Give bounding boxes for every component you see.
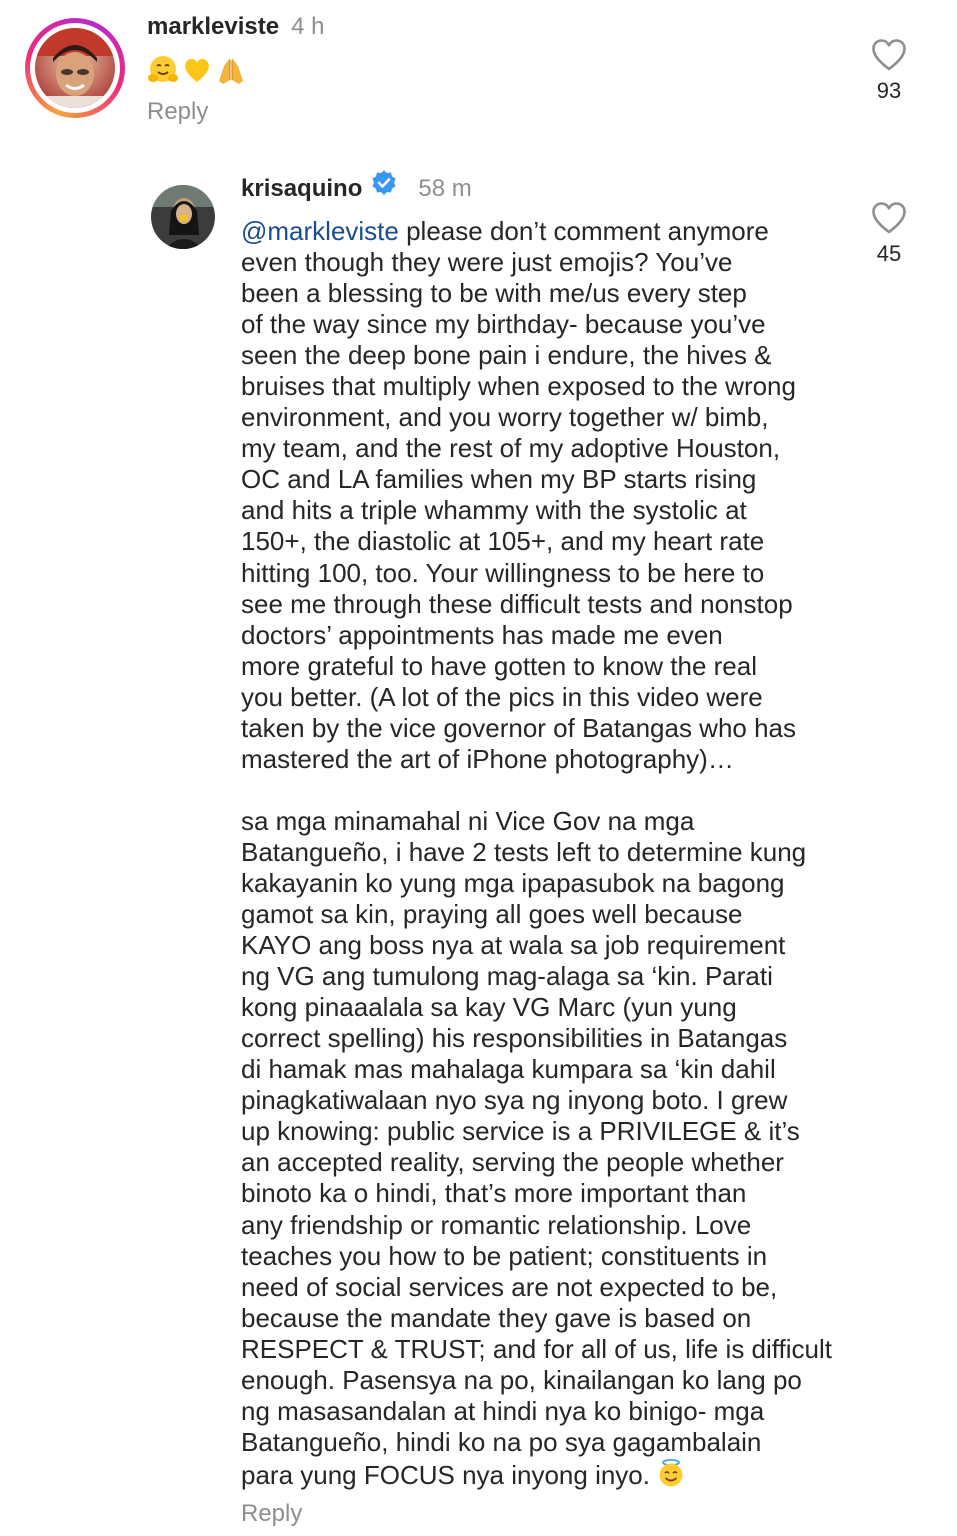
avatar[interactable] <box>151 185 215 249</box>
comment-line: more grateful to have gotten to know the real <box>241 650 757 681</box>
comment-line: teaches you how to be patient; constituents in <box>241 1240 768 1271</box>
comment-text <box>241 216 841 1489</box>
comment-line: kakayanin ko yung mga ipapasubok na bagong <box>241 867 785 898</box>
comment-line: doctors’ appointments has made me even <box>241 619 723 650</box>
comment-line: kong pinaaalala sa kay VG Marc (yun yung <box>241 992 737 1023</box>
reply-button[interactable]: Reply <box>241 1500 303 1527</box>
comment-line: di hamak mas mahalaga kumpara sa ‘kin dahil <box>241 1054 776 1085</box>
comment-line: sa mga minamahal ni Vice Gov na mga <box>241 805 695 836</box>
comment-line: Batangueño, i have 2 tests left to determine kung <box>241 836 807 867</box>
like-button[interactable] <box>859 201 919 267</box>
comment-line: you better. (A lot of the pics in this video were <box>241 681 763 712</box>
like-count: 93 <box>876 78 902 103</box>
heart-icon[interactable] <box>871 201 907 235</box>
comment-line: bruises that multiply when exposed to the wrong <box>241 371 796 402</box>
comment-line: para yung FOCUS nya inyong inyo. <box>241 1458 841 1489</box>
smiling-face-with-halo-emoji-icon <box>656 1458 686 1495</box>
comment-line: OC and LA families when my BP starts rising <box>241 464 757 495</box>
comment-line: enough. Pasensya na po, kinailangan ko lang po <box>241 1364 802 1395</box>
comment-line: Batangueño, hindi ko na po sya gagambalain <box>241 1426 762 1457</box>
username[interactable]: markleviste <box>147 13 280 40</box>
avatar-photo-icon <box>151 185 215 249</box>
reply-button[interactable]: Reply <box>147 98 209 125</box>
comment-line: of the way since my birthday- because you’ve <box>241 309 766 340</box>
username[interactable]: krisaquino <box>241 175 363 202</box>
timestamp: 58 m <box>418 175 472 202</box>
like-count: 45 <box>876 241 902 266</box>
comment-line: been a blessing to be with me/us every step <box>241 278 747 309</box>
comment-line: taken by the vice governor of Batangas who has <box>241 712 797 743</box>
comment-line: any friendship or romantic relationship. Love <box>241 1209 752 1240</box>
comment-line: and hits a triple whammy with the systolic at <box>241 495 747 526</box>
comment-line: 150+, the diastolic at 105+, and my heart rate <box>241 526 765 557</box>
comment-line: environment, and you worry together w/ bimb, <box>241 402 769 433</box>
comment-line: hitting 100, too. Your willingness to be here to <box>241 557 765 588</box>
comment-line: need of social services are not expected to be, <box>241 1271 778 1302</box>
timestamp: 4 h <box>291 13 325 40</box>
comment-line: up knowing: public service is a PRIVILEGE & it’s <box>241 1116 800 1147</box>
comment-line: pinagkatiwalaan nyo sya ng inyong boto. I grew <box>241 1085 788 1116</box>
comment-header <box>241 172 472 206</box>
comment-line: ng VG ang tumulong mag-alaga sa ‘kin. Parati <box>241 961 773 992</box>
comment-line: mastered the art of iPhone photography)… <box>241 743 734 774</box>
comment-line: RESPECT & TRUST; and for all of us, life is difficult <box>241 1333 833 1364</box>
comment-line: @markleviste please don’t comment anymore <box>241 216 769 246</box>
comment-line: even though they were just emojis? You’ve <box>241 247 733 278</box>
comment-line: an accepted reality, serving the people whether <box>241 1147 784 1178</box>
mention-link[interactable]: @markleviste <box>241 216 399 246</box>
comment-line: KAYO ang boss nya at wala sa job requirement <box>241 930 786 961</box>
comment-line: gamot sa kin, praying all goes well because <box>241 899 743 930</box>
comment-line: because the mandate they gave is based on <box>241 1302 752 1333</box>
comment-line: my team, and the rest of my adoptive Houston, <box>241 433 781 464</box>
comment-line: ng masasandalan at hindi nya ko binigo- mga <box>241 1395 765 1426</box>
verified-badge-icon <box>370 169 398 210</box>
comment-line: seen the deep bone pain i endure, the hives & <box>241 340 772 371</box>
comment-line: binoto ka o hindi, that’s more important than <box>241 1178 747 1209</box>
comment-line: correct spelling) his responsibilities in Batangas <box>241 1023 788 1054</box>
paragraph-break <box>241 775 841 806</box>
comment-line: see me through these difficult tests and nonstop <box>241 588 793 619</box>
